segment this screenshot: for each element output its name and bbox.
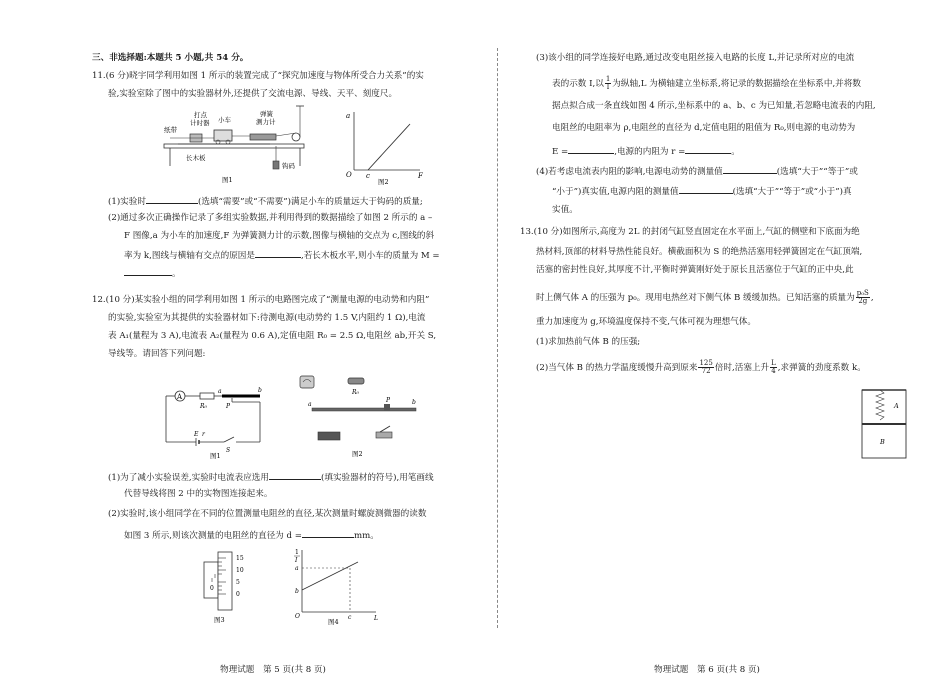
point-c: c [348, 614, 352, 621]
q12-3-line4: 电阻丝的电阻率为 ρ,电阻丝的直径为 d,定值电阻的阻值为 R₀,则电源的电动势为 [552, 123, 856, 133]
wire-a: a [218, 388, 222, 395]
q11-sub1-post: (选填“需要”或“不需要”)满足小车的质量远大于钩码的质量; [197, 197, 423, 207]
q12-3-line3: 据点拟合成一条直线如图 4 所示,坐标系中的 a、b、c 为已知量,若忽略电流表的内阻, [552, 101, 876, 111]
thimble-15: 15 [236, 555, 244, 562]
device-b: b [412, 399, 416, 406]
r0-device-label: R₀ [352, 389, 359, 396]
section-title: 三、非选择题:本题共 5 小题,共 54 分。 [92, 53, 249, 63]
q12-figure4 [292, 548, 382, 624]
q12-3-line5-mid: ,电源的内阻为 r = [614, 147, 686, 157]
battery-E: E [194, 431, 199, 438]
q12-3-line2-post: 为纵轴,L 为横轴建立坐标系,将记录的数据描绘在坐标系中,并将数 [612, 79, 861, 89]
q11-sub2-line3 [124, 248, 440, 262]
q13-line4-post: , [870, 293, 874, 303]
q13-line1: 13.(10 分)如图所示,高度为 2L 的封闭气缸竖直固定在水平面上,气缸的侧壁和下底面为绝 [520, 227, 860, 237]
fraction-1-over-I [605, 76, 611, 91]
q12-sub2-line2 [124, 528, 379, 542]
q12-line4: 导线等。请回答下列问题: [108, 349, 206, 359]
fig3-caption: 图3 [214, 616, 225, 624]
fraction-p0S-over-2g [856, 290, 870, 305]
q11-sub2-line2: F 图像,a 为小车的加速度,F 为弹簧测力计的示数,图像与横轴的交点为 c,图线的斜 [124, 231, 435, 241]
q12-sub1 [108, 470, 434, 484]
left-footer: 物理试题 第 5 页(共 8 页) [220, 665, 326, 675]
q12-sub2-line2-post: mm。 [353, 531, 379, 541]
origin: O [295, 613, 300, 620]
main-scale-zero: 0 [210, 585, 214, 592]
q11-sub1-blank[interactable] [146, 194, 198, 204]
label-weight: 钩码 [282, 162, 295, 170]
q12-3-line5-pre: E = [552, 147, 569, 157]
q13-line4-pre: 时上侧气体 A 的压强为 p₀。现用电热丝对下侧气体 B 缓缓加热。已知活塞的质量为 [536, 293, 855, 303]
internal-resistance-blank[interactable] [685, 144, 731, 154]
frac-num: 125 [699, 359, 713, 367]
q11-sub2-line1: (2)通过多次正确操作记录了多组实验数据,并利用得到的数据描绘了如图 2 所示的 a – [108, 213, 433, 223]
wire-device [312, 408, 416, 411]
axis-L: L [374, 615, 378, 622]
r-measure-blank[interactable] [679, 184, 733, 194]
q12-sub1-post: (填实验器材的符号),用笔画线 [321, 473, 434, 483]
fit-line [302, 562, 358, 590]
fig1-caption: 图1 [222, 176, 233, 184]
thimble-10: 10 [236, 567, 244, 574]
q13-cylinder-figure [860, 388, 910, 462]
cart [214, 130, 232, 141]
q12-4-line2-post: (选填“大于”“等于”或“小于”)真 [732, 187, 852, 197]
page-divider [497, 48, 498, 628]
spring-scale [250, 134, 276, 140]
point-a: a [295, 565, 299, 572]
battery-r: r [202, 431, 205, 438]
q13-sub2-post: ,求弹簧的劲度系数 k。 [777, 363, 866, 373]
q12-4-line1 [536, 164, 858, 178]
q12-sub1-pre: (1)为了减小实验误差,实验时电流表应选用 [108, 473, 269, 483]
q12-line2: 的实验,实验室为其提供的实验器材如下:待测电源(电动势约 1.5 V,内阻约 1 Ω),电流 [108, 313, 426, 323]
q12-sub2-line2-pre: 如图 3 所示,则该次测量的电阻丝的直径为 d = [124, 531, 302, 541]
fraction-125-over-72 [698, 360, 713, 375]
point-c: c [366, 172, 370, 180]
q11-line2: 验,实验室除了图中的实验器材外,还提供了交流电源、导线、天平、刻度尺。 [108, 89, 398, 99]
q12-sub1-blank[interactable] [269, 470, 321, 480]
label-board: 长木板 [186, 154, 206, 162]
q12-3-line2 [552, 76, 861, 91]
q13-line3: 活塞的密封性良好,其厚度不计,平衡时弹簧刚好处于原长且活塞位于气缸的正中央,此 [536, 265, 854, 275]
q12-4-line2 [552, 184, 852, 198]
q12-4-line2-pre: “小于”)真实值,电源内阻的测量值 [552, 187, 679, 197]
q13-sub2-pre: (2)当气体 B 的热力学温度缓慢升高到原来 [536, 363, 698, 373]
fig2-caption: 图2 [378, 178, 389, 186]
q13-sub2 [536, 360, 866, 375]
q12-3-line1: (3)该小组的同学连接好电路,通过改变电阻丝接入电路的长度 L,并记录所对应的电流 [536, 53, 855, 63]
point-b: b [295, 588, 299, 595]
frac-den: I [606, 83, 610, 91]
long-board [164, 144, 304, 148]
weight [273, 161, 279, 169]
gas-B: B [880, 438, 885, 446]
origin: O [346, 171, 352, 179]
ammeter-device [300, 376, 314, 388]
q12-4-line3: 实值。 [552, 205, 578, 215]
piston [862, 423, 906, 425]
thimble-0: 0 [236, 591, 240, 598]
slider-device [384, 404, 390, 411]
q11-sub2-line4 [124, 266, 181, 280]
q11-sub2-line3-pre: 率为 k,图线与横轴有交点的原因是 [124, 251, 255, 261]
battery-device [318, 432, 340, 440]
q11-sub2-blank2[interactable] [124, 266, 172, 276]
thimble-5: 5 [236, 579, 240, 586]
y-label-num: 1 [295, 549, 299, 556]
switch [224, 437, 234, 442]
resistor-device [348, 378, 364, 384]
q12-sub2-blank[interactable] [302, 528, 354, 538]
frac-num: 1 [605, 75, 611, 83]
fraction-L-over-4 [770, 360, 777, 375]
q11-line1: 11.(6 分)晓宇同学利用如图 1 所示的装置完成了“探究加速度与物体所受合力关系”的实 [92, 71, 424, 81]
q13-sub2-mid: 倍时,活塞上升 [714, 363, 770, 373]
pulley [292, 133, 300, 141]
fig4-caption: 图4 [328, 618, 339, 626]
axis-a: a [346, 112, 351, 120]
q13-line2: 热材料,顶部的材料导热性能良好。横截面积为 S 的绝热活塞用轻弹簧固定在气缸顶端, [536, 247, 863, 257]
frac-den: 4 [771, 367, 776, 375]
frac-num: L [771, 359, 776, 367]
ammeter-label: A [177, 393, 183, 401]
gas-A: A [894, 402, 899, 410]
label-cart: 小车 [218, 116, 231, 124]
device-a: a [308, 401, 312, 408]
q13-sub1: (1)求加热前气体 B 的压强; [536, 337, 641, 347]
label-spring-bot: 测力计 [256, 118, 276, 126]
label-timer-bot: 计时器 [190, 119, 210, 127]
emf-blank[interactable] [568, 144, 614, 154]
q11-sub2-line3-post: ,若长木板水平,则小车的质量为 M = [300, 251, 440, 261]
q11-sub1 [108, 194, 423, 208]
q12-line1: 12.(10 分)某实验小组的同学利用如图 1 所示的电路图完成了“测量电源的电动势和内阻” [92, 295, 430, 305]
label-timer-top: 打点 [194, 111, 207, 119]
q13-line4 [536, 290, 874, 305]
q11-sub2-blank1[interactable] [255, 248, 301, 258]
frac-den: 2g [858, 297, 868, 305]
y-label-den: I [295, 557, 298, 564]
fig2-caption: 图2 [352, 450, 363, 458]
q12-sub1-line2: 代替导线将图 2 中的实物图连接起来。 [124, 489, 273, 499]
q12-figure2 [300, 370, 420, 460]
q12-3-line5-post: 。 [731, 147, 740, 157]
q12-figure3 [204, 548, 264, 624]
q13-line5: 重力加速度为 g,环境温度保持不变,气体可视为理想气体。 [536, 317, 756, 327]
right-footer: 物理试题 第 6 页(共 8 页) [654, 665, 760, 675]
q12-line3: 表 A₁(量程为 3 A),电流表 A₂(量程为 0.6 A),定值电阻 R₀ = 2.5 Ω,电阻丝 ab,开关 S, [108, 331, 437, 341]
axis-F: F [418, 172, 423, 180]
q12-figure1 [160, 386, 270, 458]
q11-figure1 [150, 106, 310, 186]
emf-measure-blank[interactable] [723, 164, 777, 174]
fig1-caption: 图1 [210, 452, 221, 460]
wire-b: b [258, 387, 262, 394]
q11-sub1-pre: (1)实验时 [108, 197, 146, 207]
resistor-r0 [200, 393, 214, 399]
q12-3-line5 [552, 144, 740, 158]
label-spring-top: 弹簧 [260, 110, 273, 118]
r0-label: R₀ [200, 403, 207, 410]
device-p: P [386, 397, 391, 404]
switch-device [376, 432, 392, 438]
slider-label: P [226, 403, 231, 410]
a-F-line [368, 124, 410, 170]
q12-sub2-line1: (2)实验时,该小组同学在不同的位置测量电阻丝的直径,某次测量时螺旋测微器的读数 [108, 509, 427, 519]
frac-num: p₀S [856, 289, 869, 297]
switch-label: S [226, 447, 231, 454]
label-tape: 纸带 [164, 126, 177, 134]
frac-den: 72 [701, 367, 711, 375]
micrometer-sleeve [204, 562, 218, 598]
q12-4-line1-pre: (4)若考虑电流表内阻的影响,电源电动势的测量值 [536, 167, 723, 177]
q11-figure2 [344, 110, 424, 186]
q12-4-line1-post: (选填“大于”“等于”或 [776, 167, 858, 177]
micrometer-thimble [218, 552, 232, 610]
q12-3-line2-pre: 表的示数 I,以 [552, 79, 604, 89]
q11-sub2-line4-post: 。 [172, 269, 181, 279]
